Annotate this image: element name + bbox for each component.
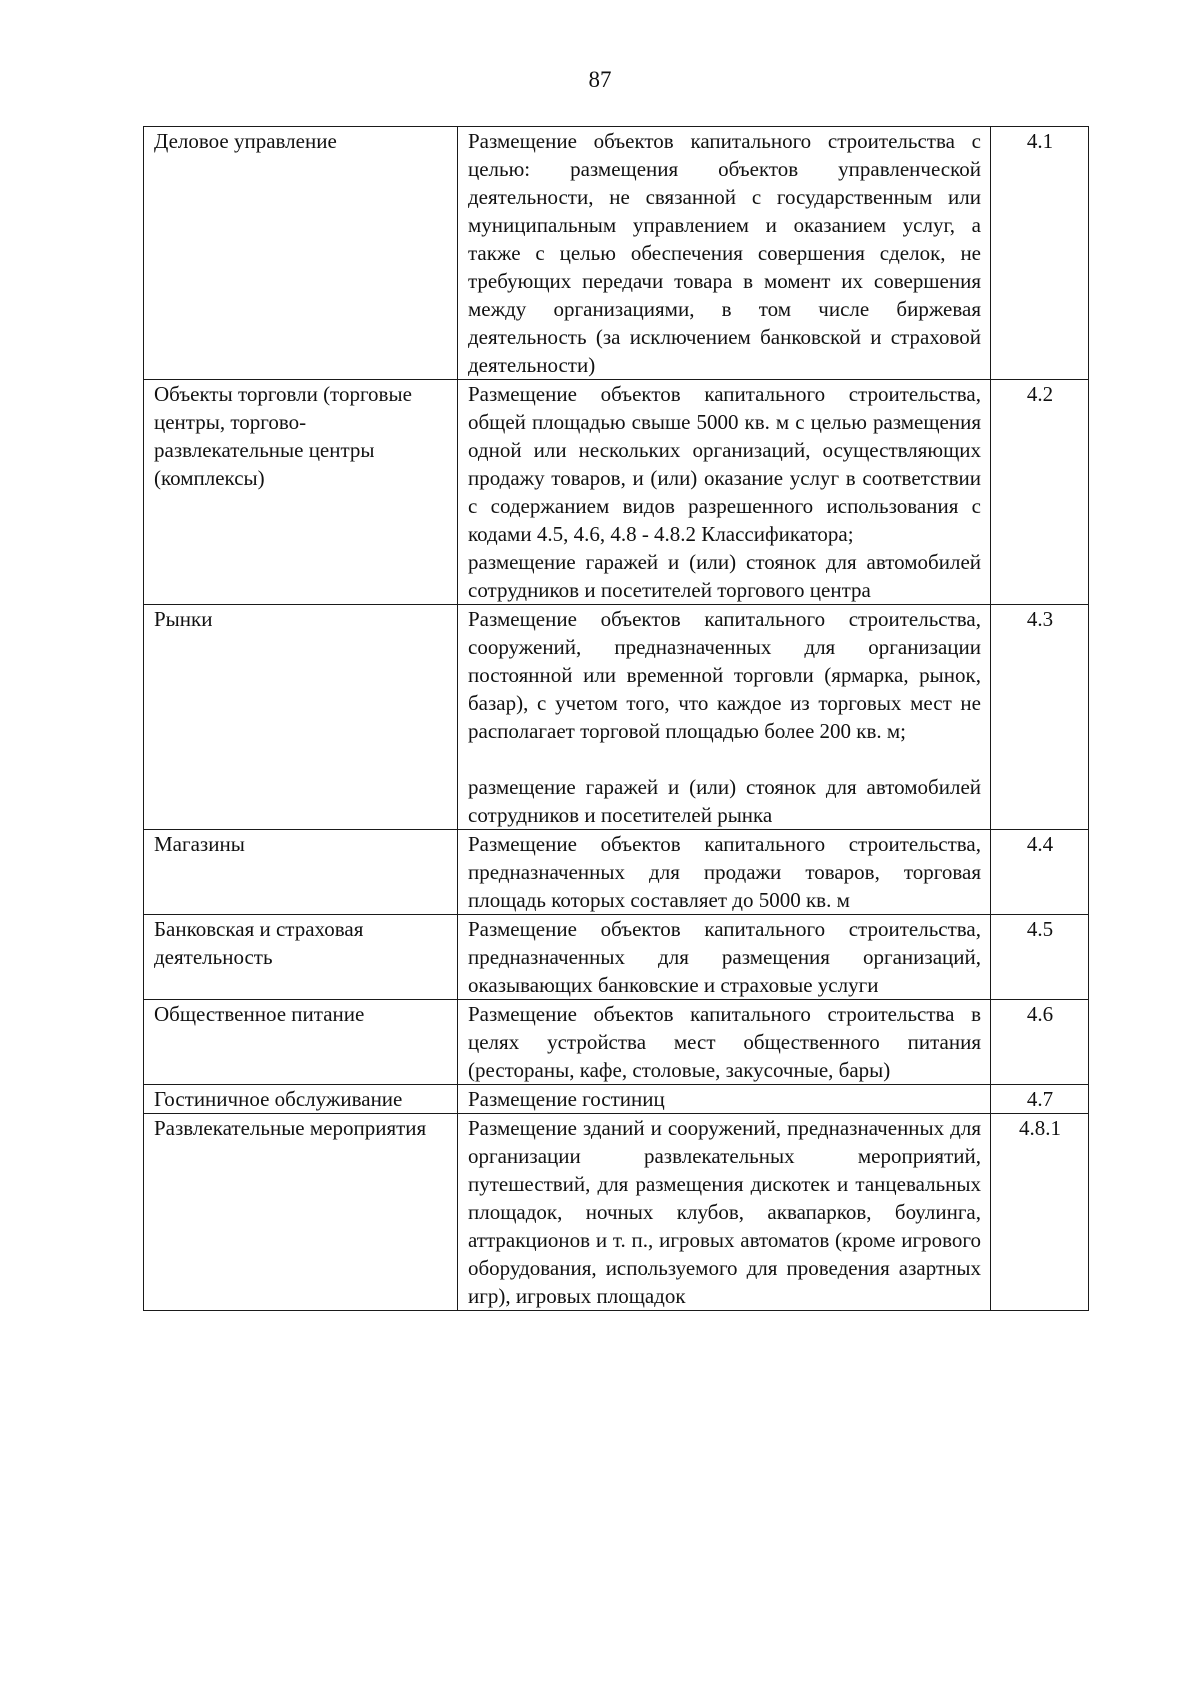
use-name: Гостиничное обслуживание (144, 1085, 458, 1114)
use-name: Общественное питание (144, 1000, 458, 1085)
use-description (458, 605, 991, 830)
table-row (144, 1114, 1089, 1311)
use-code: 4.7 (991, 1085, 1089, 1114)
description-paragraph: размещение гаражей и (или) стоянок для автомобилей сотрудников и посетителей торгового центра (468, 550, 981, 602)
table-row (144, 830, 1089, 915)
use-name: Деловое управление (144, 127, 458, 380)
use-code: 4.5 (991, 915, 1089, 1000)
table-row (144, 915, 1089, 1000)
table-row (144, 380, 1089, 605)
table-row (144, 1085, 1089, 1114)
use-description (458, 1085, 991, 1114)
use-code: 4.4 (991, 830, 1089, 915)
use-description (458, 127, 991, 380)
use-name: Банковская и страховая деятельность (144, 915, 458, 1000)
use-name: Объекты торговли (торговые центры, торгово-развлекательные центры (комплексы) (144, 380, 458, 605)
land-use-table (143, 126, 1089, 1311)
page-number: 87 (588, 67, 612, 92)
description-paragraph: размещение гаражей и (или) стоянок для автомобилей сотрудников и посетителей рынка (468, 775, 981, 827)
use-code: 4.2 (991, 380, 1089, 605)
description-paragraph: Размещение гостиниц (468, 1087, 665, 1111)
table-row (144, 1000, 1089, 1085)
description-paragraph: Размещение объектов капитального строительства в целях устройства мест общественного питания (рестораны, кафе, столовые, закусочные, бары) (468, 1002, 981, 1082)
use-description (458, 1000, 991, 1085)
use-description (458, 830, 991, 915)
use-name: Развлекательные мероприятия (144, 1114, 458, 1311)
description-paragraph: Размещение объектов капитального строительства с целью: размещения объектов управленческой деятельности, не связанной с государственным или муниципальным управлением и оказанием услуг, а также с целью обеспечения совершения сделок, не требующих передачи товара в момент их совершения между организациями, в том числе биржевая деятельность (за исключением банковской и страховой деятельности) (468, 129, 981, 377)
use-description (458, 380, 991, 605)
description-paragraph: Размещение объектов капитального строительства, сооружений, предназначенных для организации постоянной или временной торговли (ярмарка, рынок, базар), с учетом того, что каждое из торговых мест не располагает торговой площадью более 200 кв. м; (468, 607, 981, 743)
use-description (458, 1114, 991, 1311)
use-code: 4.8.1 (991, 1114, 1089, 1311)
table-row (144, 127, 1089, 380)
use-name: Магазины (144, 830, 458, 915)
description-paragraph: Размещение зданий и сооружений, предназначенных для организации развлекательных мероприятий, путешествий, для размещения дискотек и танцевальных площадок, ночных клубов, аквапарков, боулинга, аттракционов и т. п., игровых автоматов (кроме игрового оборудования, используемого для проведения азартных игр), игровых площадок (468, 1116, 981, 1308)
use-description (458, 915, 991, 1000)
description-paragraph: Размещение объектов капитального строительства, общей площадью свыше 5000 кв. м с целью размещения одной или нескольких организаций, осуществляющих продажу товаров, и (или) оказание услуг в соответствии с содержанием видов разрешенного использования с кодами 4.5, 4.6, 4.8 - 4.8.2 Классификатора; (468, 382, 981, 546)
use-code: 4.6 (991, 1000, 1089, 1085)
use-code: 4.1 (991, 127, 1089, 380)
description-paragraph: Размещение объектов капитального строительства, предназначенных для размещения организаций, оказывающих банковские и страховые услуги (468, 917, 981, 997)
use-code: 4.3 (991, 605, 1089, 830)
table-row (144, 605, 1089, 830)
use-name: Рынки (144, 605, 458, 830)
description-paragraph: Размещение объектов капитального строительства, предназначенных для продажи товаров, торговая площадь которых составляет до 5000 кв. м (468, 832, 981, 912)
